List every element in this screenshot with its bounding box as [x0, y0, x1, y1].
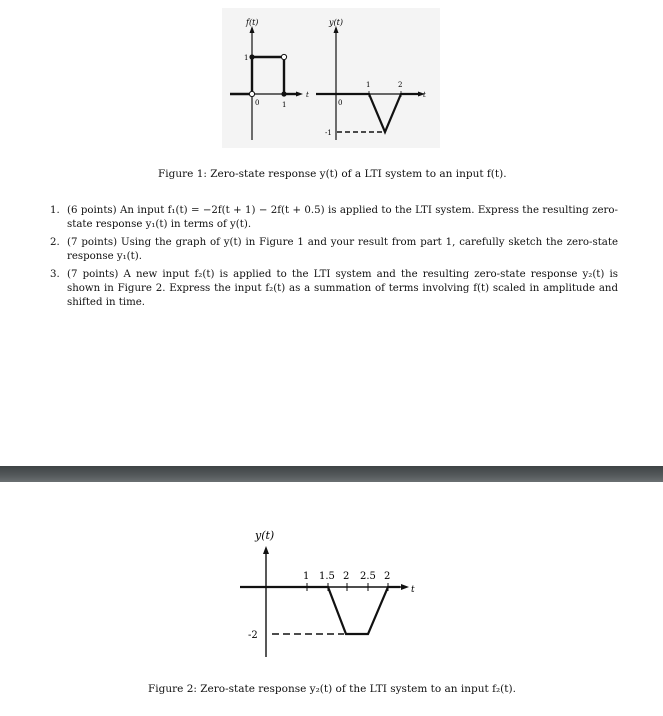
y-tick-x1: 1 — [366, 81, 371, 89]
fig2-tick-label: 2 — [384, 571, 391, 582]
fig2-ylabel: y(t) — [255, 529, 275, 542]
figure-2 — [0, 482, 663, 662]
fig2-tick-label: 1.5 — [319, 571, 335, 582]
f-tick-x0: 0 — [255, 99, 260, 107]
fig2-tick-label: 1 — [303, 571, 310, 582]
f-closed-dot-top-left — [249, 54, 254, 59]
figure-2-caption: Figure 2: Zero-state response y₂(t) of the LTI system to an input f₂(t). — [148, 683, 516, 695]
f-open-dot-top-right — [281, 54, 286, 59]
y-xlabel: t — [423, 91, 426, 99]
problem-item — [50, 236, 618, 263]
figure-1-caption: Figure 1: Zero-state response y(t) of a LTI system to an input f(t). — [158, 168, 507, 180]
f-open-dot-origin — [249, 91, 254, 96]
fig2-tick-label: 2 — [343, 571, 350, 582]
f-xlabel: t — [306, 91, 309, 99]
problem-number: 2. — [50, 237, 60, 249]
problem-item — [50, 204, 618, 231]
fig2-xlabel: t — [411, 585, 415, 595]
fig2-y-arrow — [263, 546, 269, 554]
problem-item — [50, 268, 618, 309]
y-ylabel: y(t) — [329, 18, 343, 27]
f-tick-x1: 1 — [282, 101, 287, 109]
figure-1-background — [222, 8, 440, 148]
y-tick-x0: 0 — [338, 99, 343, 107]
problem-number: 3. — [50, 269, 60, 281]
problem-text: (7 points) A new input f₂(t) is applied to the LTI system and the resulting zero-state response y₂(t) is shown in Figure 2. Express the input f₂(t) as a summation of terms involving f(t) scaled in amplitude and shifted in time. — [67, 269, 618, 308]
f-closed-dot-bottom-right — [281, 91, 286, 96]
f-ylabel: f(t) — [246, 18, 259, 27]
page-separator — [0, 466, 663, 482]
fig2-response-curve — [240, 587, 400, 634]
figure-1 — [0, 0, 663, 160]
problem-text: (6 points) An input f₁(t) = −2f(t + 1) − 2f(t + 0.5) is applied to the LTI system. Express the resulting zero-state response y₁(t) in terms of y(t). — [67, 205, 618, 230]
problem-text: (7 points) Using the graph of y(t) in Figure 1 and your result from part 1, carefully sketch the zero-state response y₁(t). — [67, 237, 618, 262]
y-tick-x2: 2 — [398, 81, 403, 89]
problem-list — [50, 204, 618, 314]
f-tick-y1: 1 — [244, 54, 249, 62]
fig2-tick-yneg: -2 — [248, 630, 258, 641]
fig2-x-arrow — [401, 584, 409, 590]
fig2-tick-label: 2.5 — [360, 571, 376, 582]
bottom-page — [0, 482, 663, 716]
y-tick-yneg: -1 — [325, 129, 332, 137]
problem-number: 1. — [50, 205, 60, 216]
